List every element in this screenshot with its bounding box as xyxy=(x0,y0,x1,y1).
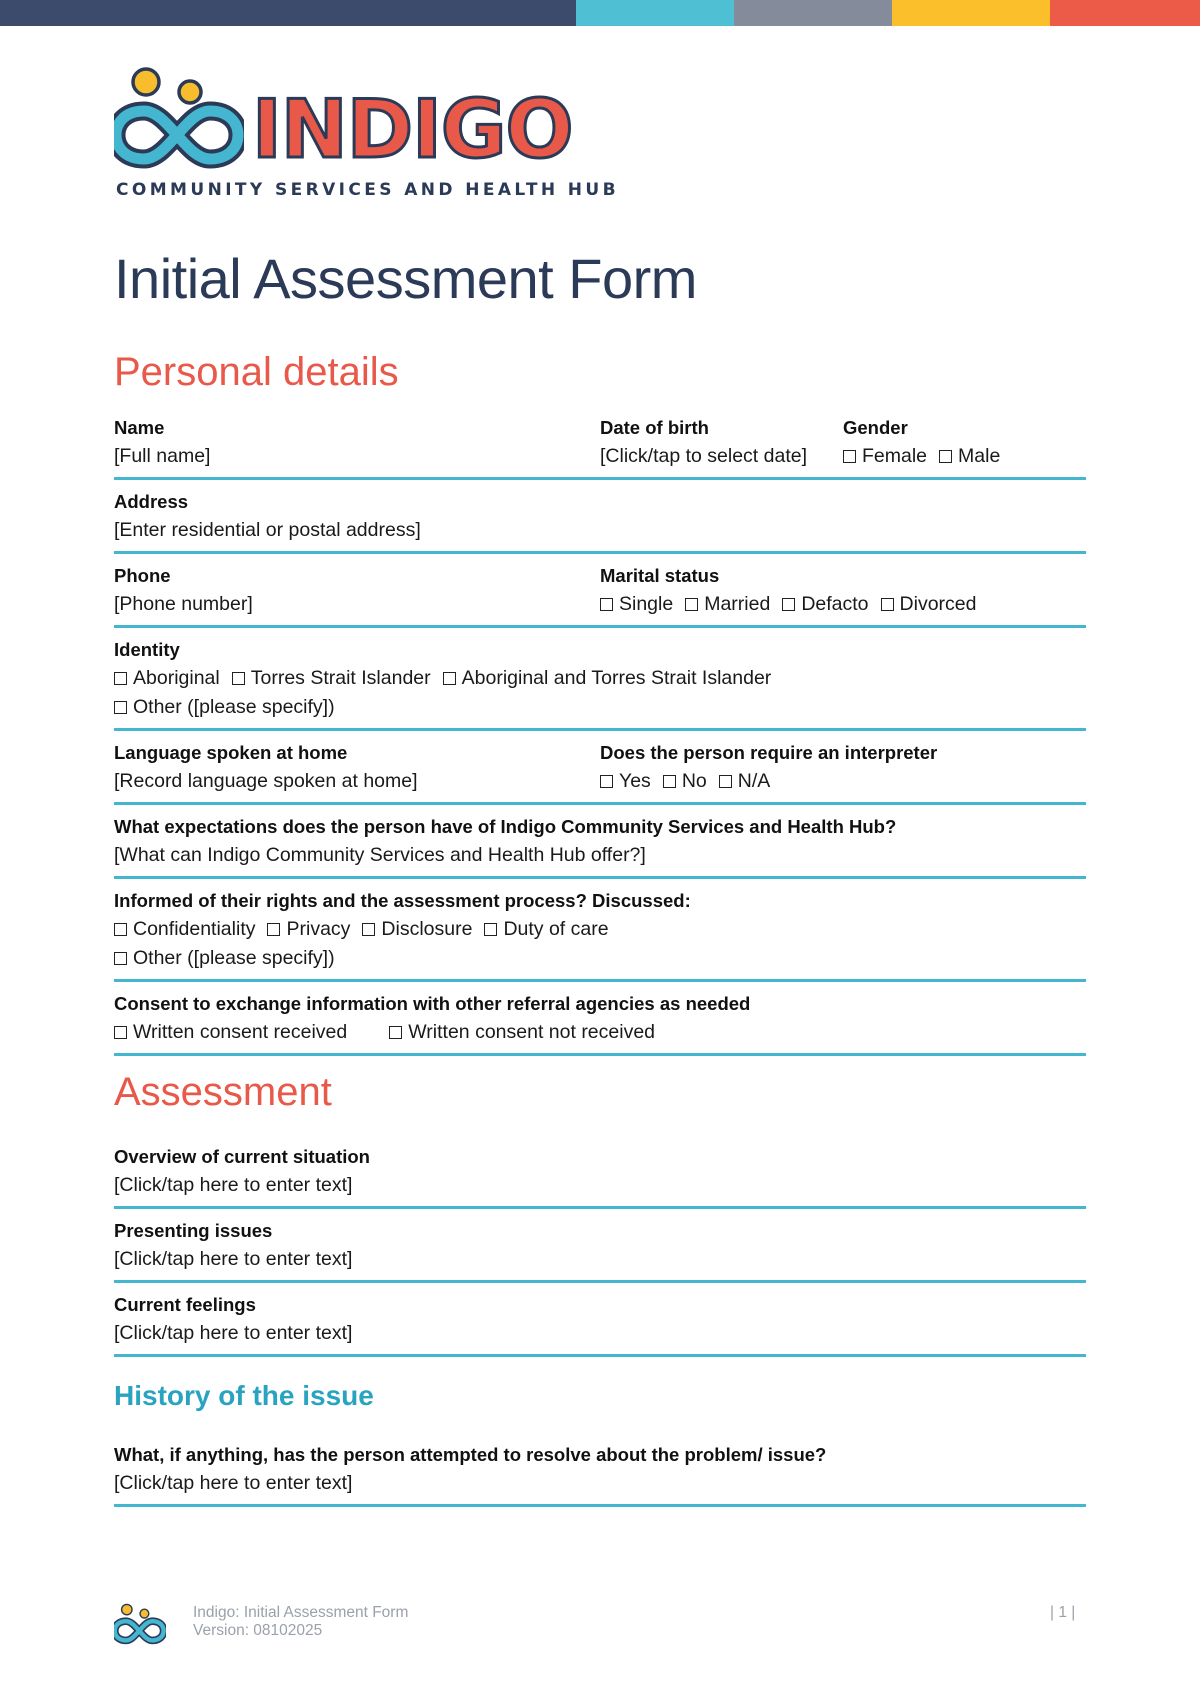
personal-details-form xyxy=(114,406,1086,1056)
topbar-segment-navy xyxy=(0,0,576,26)
name-cell xyxy=(114,414,600,471)
footer-document-info xyxy=(193,1604,408,1640)
language-cell xyxy=(114,739,600,796)
identity-other-checkbox[interactable]: Other ([please specify]) xyxy=(114,696,335,718)
section-heading-history: History of the issue xyxy=(114,1380,374,1411)
logo-wordmark: INDIGO xyxy=(252,83,573,176)
form-row-overview xyxy=(114,1135,1086,1209)
form-row-consent xyxy=(114,982,1086,1056)
page-title: Initial Assessment Form xyxy=(114,247,697,310)
dob-label: Date of birth xyxy=(600,417,709,438)
feelings-label: Current feelings xyxy=(114,1294,256,1315)
identity-both-checkbox[interactable]: Aboriginal and Torres Strait Islander xyxy=(443,667,772,689)
consent-not-received-checkbox[interactable]: Written consent not received xyxy=(389,1021,655,1043)
phone-label: Phone xyxy=(114,565,171,586)
phone-cell xyxy=(114,562,600,619)
rights-disclosure-checkbox[interactable]: Disclosure xyxy=(362,918,472,940)
rights-duty-of-care-checkbox[interactable]: Duty of care xyxy=(484,918,608,940)
marital-married-checkbox[interactable]: Married xyxy=(685,593,770,615)
identity-label: Identity xyxy=(114,639,180,660)
footer-version: Version: 08102025 xyxy=(193,1622,323,1639)
expectations-label: What expectations does the person have of Indigo Community Services and Health Hub? xyxy=(114,816,897,837)
interpreter-cell xyxy=(600,739,945,796)
top-color-bar xyxy=(0,0,1200,26)
gender-female-checkbox[interactable]: Female xyxy=(843,445,927,467)
section-heading-assessment: Assessment xyxy=(114,1070,332,1114)
rights-other-checkbox[interactable]: Other ([please specify]) xyxy=(114,947,335,969)
logo-tagline: COMMUNITY SERVICES AND HEALTH HUB xyxy=(116,180,619,200)
form-row-name xyxy=(114,406,1086,480)
topbar-segment-teal xyxy=(576,0,734,26)
interpreter-yes-checkbox[interactable]: Yes xyxy=(600,770,651,792)
footer-logo xyxy=(114,1602,166,1651)
form-row-presenting-issues xyxy=(114,1209,1086,1283)
overview-cell xyxy=(114,1143,378,1200)
marital-divorced-checkbox[interactable]: Divorced xyxy=(881,593,977,615)
attempts-field[interactable]: [Click/tap here to enter text] xyxy=(114,1472,353,1494)
interpreter-label: Does the person require an interpreter xyxy=(600,742,938,763)
history-form xyxy=(114,1433,1086,1507)
form-row-attempts xyxy=(114,1433,1086,1507)
topbar-segment-grey xyxy=(734,0,892,26)
consent-label: Consent to exchange information with other referral agencies as needed xyxy=(114,993,751,1014)
gender-label: Gender xyxy=(843,417,908,438)
address-label: Address xyxy=(114,491,189,512)
rights-privacy-checkbox[interactable]: Privacy xyxy=(267,918,350,940)
form-row-rights xyxy=(114,879,1086,982)
expectations-field[interactable]: [What can Indigo Community Services and Health Hub offer?] xyxy=(114,844,646,866)
form-row-language xyxy=(114,731,1086,805)
issues-cell xyxy=(114,1217,360,1274)
feelings-field[interactable]: [Click/tap here to enter text] xyxy=(114,1322,353,1344)
name-field[interactable]: [Full name] xyxy=(114,445,211,467)
identity-aboriginal-checkbox[interactable]: Aboriginal xyxy=(114,667,220,689)
marital-cell xyxy=(600,562,996,619)
name-label: Name xyxy=(114,417,165,438)
attempts-label: What, if anything, has the person attempted to resolve about the problem/ issue? xyxy=(114,1444,827,1465)
footer-page-number: | 1 | xyxy=(1050,1604,1076,1621)
footer-infinity-people-icon xyxy=(114,1602,166,1646)
form-row-address xyxy=(114,480,1086,554)
identity-torres-strait-checkbox[interactable]: Torres Strait Islander xyxy=(232,667,431,689)
consent-cell xyxy=(114,990,758,1047)
form-row-identity xyxy=(114,628,1086,731)
topbar-segment-gold xyxy=(892,0,1050,26)
dob-date-picker[interactable]: [Click/tap to select date] xyxy=(600,445,808,467)
marital-defacto-checkbox[interactable]: Defacto xyxy=(782,593,868,615)
rights-label: Informed of their rights and the assessment process? Discussed: xyxy=(114,890,691,911)
language-field[interactable]: [Record language spoken at home] xyxy=(114,770,418,792)
marital-single-checkbox[interactable]: Single xyxy=(600,593,673,615)
topbar-segment-coral xyxy=(1050,0,1200,26)
expectations-cell xyxy=(114,813,904,870)
overview-label: Overview of current situation xyxy=(114,1146,370,1167)
indigo-logo xyxy=(114,66,619,202)
consent-received-checkbox[interactable]: Written consent received xyxy=(114,1021,347,1043)
form-row-phone xyxy=(114,554,1086,628)
address-cell xyxy=(114,488,429,545)
issues-label: Presenting issues xyxy=(114,1220,273,1241)
attempts-cell xyxy=(114,1441,834,1498)
dob-cell xyxy=(600,414,843,471)
assessment-form xyxy=(114,1135,1086,1357)
address-field[interactable]: [Enter residential or postal address] xyxy=(114,519,421,541)
language-label: Language spoken at home xyxy=(114,742,348,763)
interpreter-na-checkbox[interactable]: N/A xyxy=(719,770,771,792)
form-row-current-feelings xyxy=(114,1283,1086,1357)
marital-label: Marital status xyxy=(600,565,720,586)
interpreter-no-checkbox[interactable]: No xyxy=(663,770,707,792)
section-heading-personal-details: Personal details xyxy=(114,350,399,394)
gender-cell xyxy=(843,414,1020,471)
infinity-people-icon xyxy=(114,66,244,170)
phone-field[interactable]: [Phone number] xyxy=(114,593,253,615)
rights-cell xyxy=(114,887,699,973)
identity-cell xyxy=(114,636,791,722)
gender-male-checkbox[interactable]: Male xyxy=(939,445,1000,467)
issues-field[interactable]: [Click/tap here to enter text] xyxy=(114,1248,353,1270)
rights-confidentiality-checkbox[interactable]: Confidentiality xyxy=(114,918,255,940)
overview-field[interactable]: [Click/tap here to enter text] xyxy=(114,1174,353,1196)
form-row-expectations xyxy=(114,805,1086,879)
footer-doc-name: Indigo: Initial Assessment Form xyxy=(193,1604,409,1621)
feelings-cell xyxy=(114,1291,360,1348)
